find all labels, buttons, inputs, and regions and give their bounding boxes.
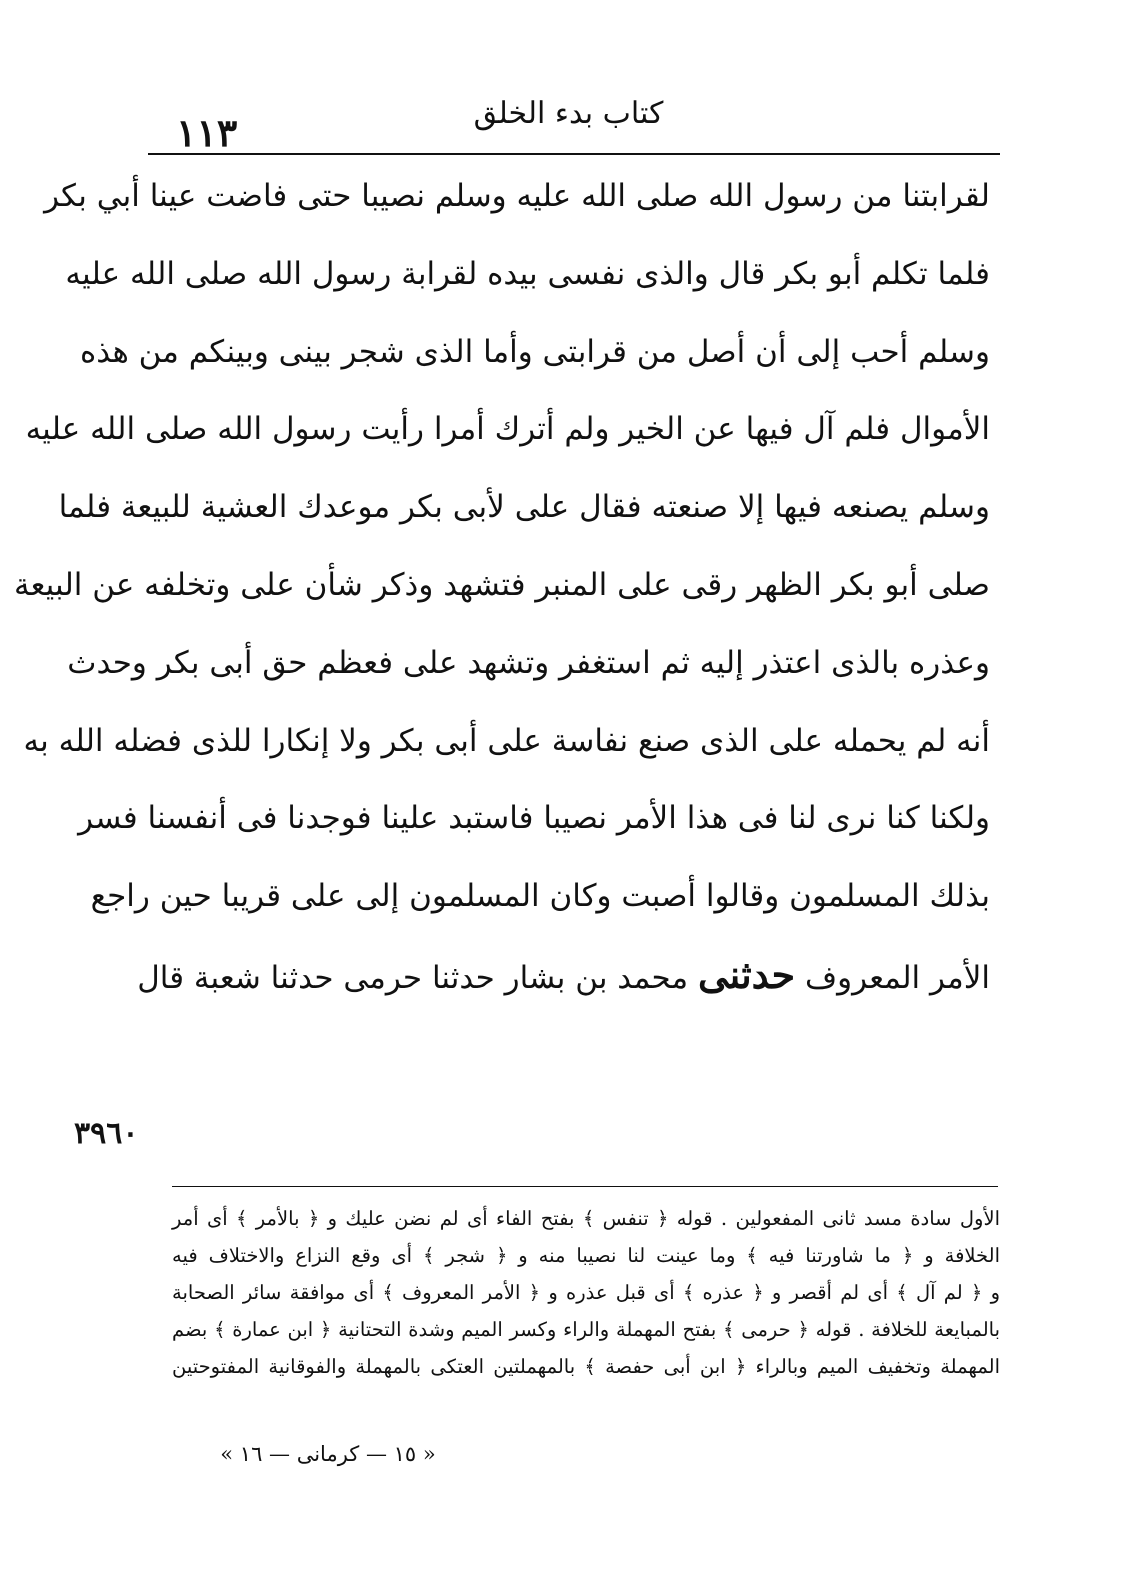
printer-signature: « ١٥ — كرمانى — ١٦ » <box>220 1442 436 1466</box>
text-line: وسلم أحب إلى أن أصل من قرابتى وأما الذى شجر بينى وبينكم من هذه <box>79 333 990 370</box>
footnote-line: المهملة وتخفيف الميم وبالراء ﴿ ابن أبى حفصة ﴾ بالمهملتين العتكى بالمهملة والفوقانية المفتوحتين <box>172 1355 1000 1378</box>
text-line: فلما تكلم أبو بكر قال والذى نفسى بيده لقرابة رسول الله صلى الله عليه <box>65 255 990 292</box>
text-line: صلى أبو بكر الظهر رقى على المنبر فتشهد وذكر شأن على وتخلفه عن البيعة <box>14 566 990 603</box>
text-line: بذلك المسلمون وقالوا أصبت وكان المسلمون إلى على قريبا حين راجع <box>90 878 990 915</box>
running-header-title: كتاب بدء الخلق <box>473 96 664 131</box>
hadith-marker-word: حدثنى <box>697 951 796 997</box>
footnote-line: الخلافة و ﴿ ما شاورتنا فيه ﴾ وما عينت لنا نصيبا منه و ﴿ شجر ﴾ أى وقع النزاع والاختلاف فيه <box>172 1244 1000 1267</box>
footnote-divider <box>172 1186 998 1187</box>
main-text-block <box>14 158 990 1014</box>
footnote-line: و ﴿ لم آل ﴾ أى لم أقصر و ﴿ عذره ﴾ أى قبل عذره و ﴿ الأمر المعروف ﴾ أى موافقة سائر الصحابة <box>172 1281 1000 1304</box>
header-divider <box>148 153 1000 155</box>
text-line: وسلم يصنعه فيها إلا صنعته فقال على لأبى بكر موعدك العشية للبيعة فلما <box>58 489 990 526</box>
last-line-opening: الأمر المعروف <box>804 959 990 996</box>
text-line: الأموال فلم آل فيها عن الخير ولم أترك أمرا رأيت رسول الله صلى الله عليه <box>25 411 990 448</box>
footnote-line: بالمبايعة للخلافة . قوله ﴿ حرمى ﴾ بفتح المهملة والراء وكسر الميم وشدة التحتانية ﴿ ابن عمارة ﴾ بضم <box>172 1318 1000 1341</box>
text-line-last <box>137 936 990 1014</box>
footnote-line: الأول سادة مسد ثانى المفعولين . قوله ﴿ تنفس ﴾ بفتح الفاء أى لم نضن عليك و ﴿ بالأمر ﴾ أى أمر <box>172 1207 1000 1230</box>
last-line-chain: محمد بن بشار حدثنا حرمى حدثنا شعبة قال <box>137 959 689 996</box>
footnotes-block <box>172 1200 1000 1385</box>
text-line: ولكنا كنا نرى لنا فى هذا الأمر نصيبا فاستبد علينا فوجدنا فى أنفسنا فسر <box>78 800 990 837</box>
page-number: ١١٣ <box>176 110 238 155</box>
hadith-number: ٣٩٦٠ <box>74 1116 139 1151</box>
text-line: لقرابتنا من رسول الله صلى الله عليه وسلم نصيبا حتى فاضت عينا أبي بكر <box>44 178 990 214</box>
text-line: وعذره بالذى اعتذر إليه ثم استغفر وتشهد على فعظم حق أبى بكر وحدث <box>67 644 990 681</box>
text-line: أنه لم يحمله على الذى صنع نفاسة على أبى بكر ولا إنكارا للذى فضله الله به <box>23 722 990 759</box>
